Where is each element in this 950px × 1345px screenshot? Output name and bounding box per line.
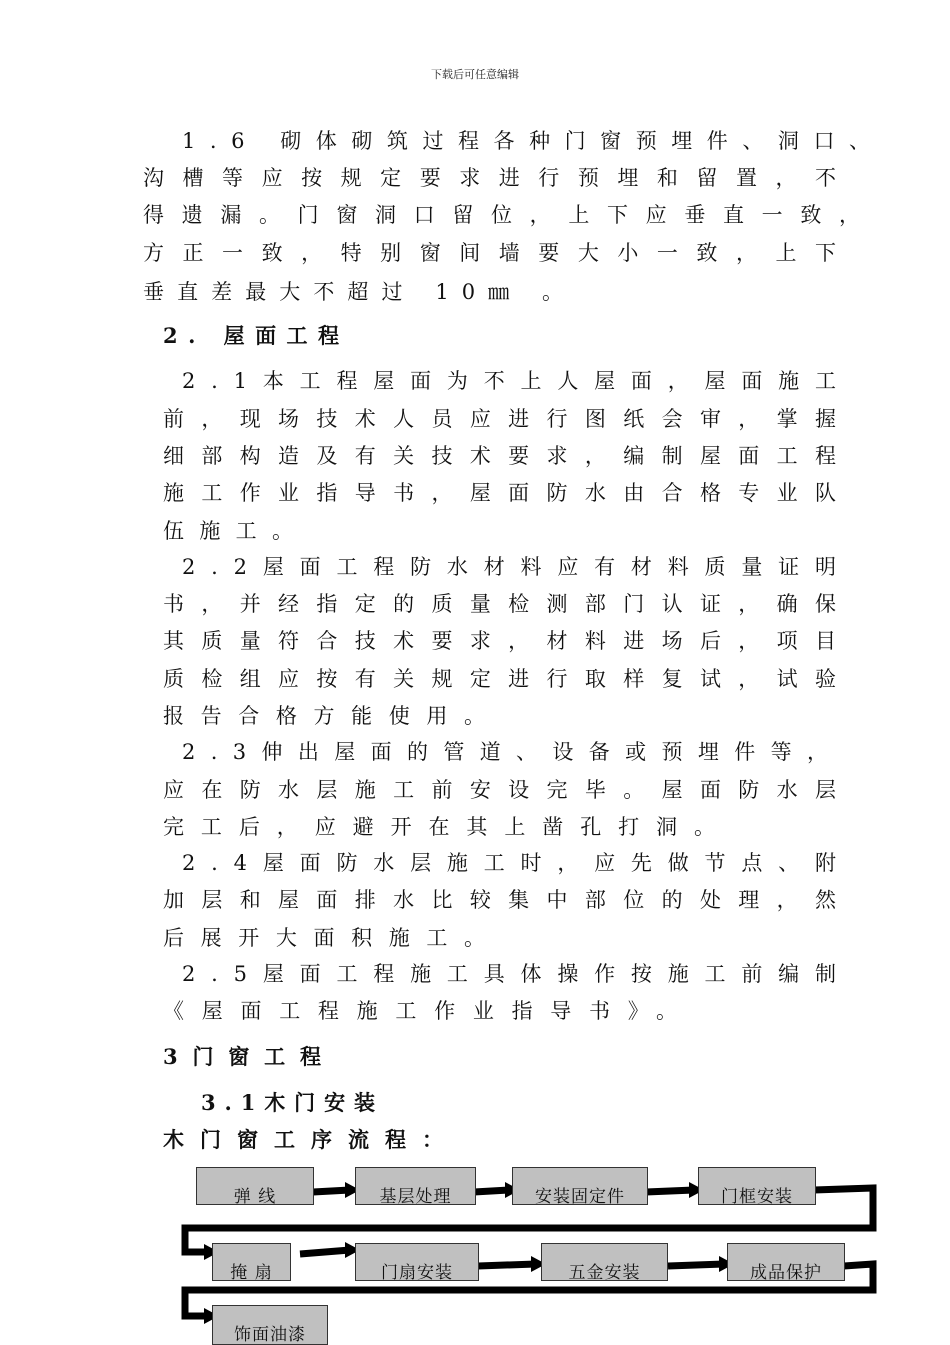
- text-line-22: 2.5屋面工程施工具体操作按施工前编制: [182, 962, 852, 986]
- text-line-1: 沟槽等应按规定要求进行预埋和留置，不: [143, 166, 855, 190]
- flow-step-jiceng: 基层处理: [355, 1167, 476, 1205]
- text-line-8: 细部构造及有关技术要求，编制屋面工程: [163, 444, 854, 468]
- heading-line-5: 2. 屋面工程: [163, 323, 350, 348]
- text-line-4: 垂直差最大不超过 10㎜ 。: [143, 280, 577, 304]
- text-line-7: 前，现场技术人员应进行图纸会审，掌握: [163, 407, 854, 431]
- text-line-17: 应在防水层施工前安设完毕。屋面防水层: [163, 778, 854, 802]
- text-line-0: 1.6 砌体砌筑过程各种门窗预埋件、洞口、: [182, 129, 885, 153]
- text-line-10: 伍施工。: [163, 519, 309, 543]
- flow-step-yanshan: 掩 扇: [212, 1243, 291, 1281]
- flow-step-tanxian: 弹 线: [196, 1167, 314, 1205]
- text-line-18: 完工后，应避开在其上凿孔打洞。: [163, 815, 732, 839]
- text-line-9: 施工作业指导书，屋面防水由合格专业队: [163, 481, 854, 505]
- text-line-19: 2.4屋面防水层施工时，应先做节点、附: [182, 851, 852, 875]
- text-line-21: 后展开大面积施工。: [163, 926, 502, 950]
- text-line-13: 其质量符合技术要求，材料进场后，项目: [163, 629, 854, 653]
- heading-line-26: 木门窗工序流程：: [163, 1127, 459, 1152]
- flow-step-anzhuang-gudingjian: 安装固定件: [512, 1167, 648, 1205]
- text-line-20: 加层和屋面排水比较集中部位的处理，然: [163, 888, 854, 912]
- page-header: 下载后可任意编辑: [431, 68, 519, 81]
- text-line-6: 2.1本工程屋面为不上人屋面，屋面施工: [182, 369, 852, 393]
- text-line-14: 质检组应按有关规定进行取样复试，试验: [163, 667, 854, 691]
- flow-step-menkuang: 门框安装: [698, 1167, 816, 1205]
- flow-step-wujin: 五金安装: [541, 1243, 668, 1281]
- text-line-16: 2.3伸出屋面的管道、设备或预埋件等，: [182, 740, 844, 764]
- text-line-23: 《屋面工程施工作业指导书》。: [163, 999, 695, 1023]
- text-line-3: 方正一致，特别窗间墙要大小一致，上下: [143, 241, 855, 265]
- text-line-15: 报告合格方能使用。: [163, 704, 502, 728]
- flow-step-shimian: 饰面油漆: [212, 1305, 328, 1345]
- text-line-11: 2.2屋面工程防水材料应有材料质量证明: [182, 555, 852, 579]
- flow-step-menshan: 门扇安装: [355, 1243, 479, 1281]
- text-line-12: 书，并经指定的质量检测部门认证，确保: [163, 592, 854, 616]
- heading-line-24: 3门窗工程: [163, 1044, 336, 1069]
- text-line-2: 得遗漏。门窗洞口留位，上下应垂直一致，: [143, 203, 878, 227]
- heading-line-25: 3.1木门安装: [201, 1090, 384, 1115]
- flow-step-chengpin: 成品保护: [727, 1243, 845, 1281]
